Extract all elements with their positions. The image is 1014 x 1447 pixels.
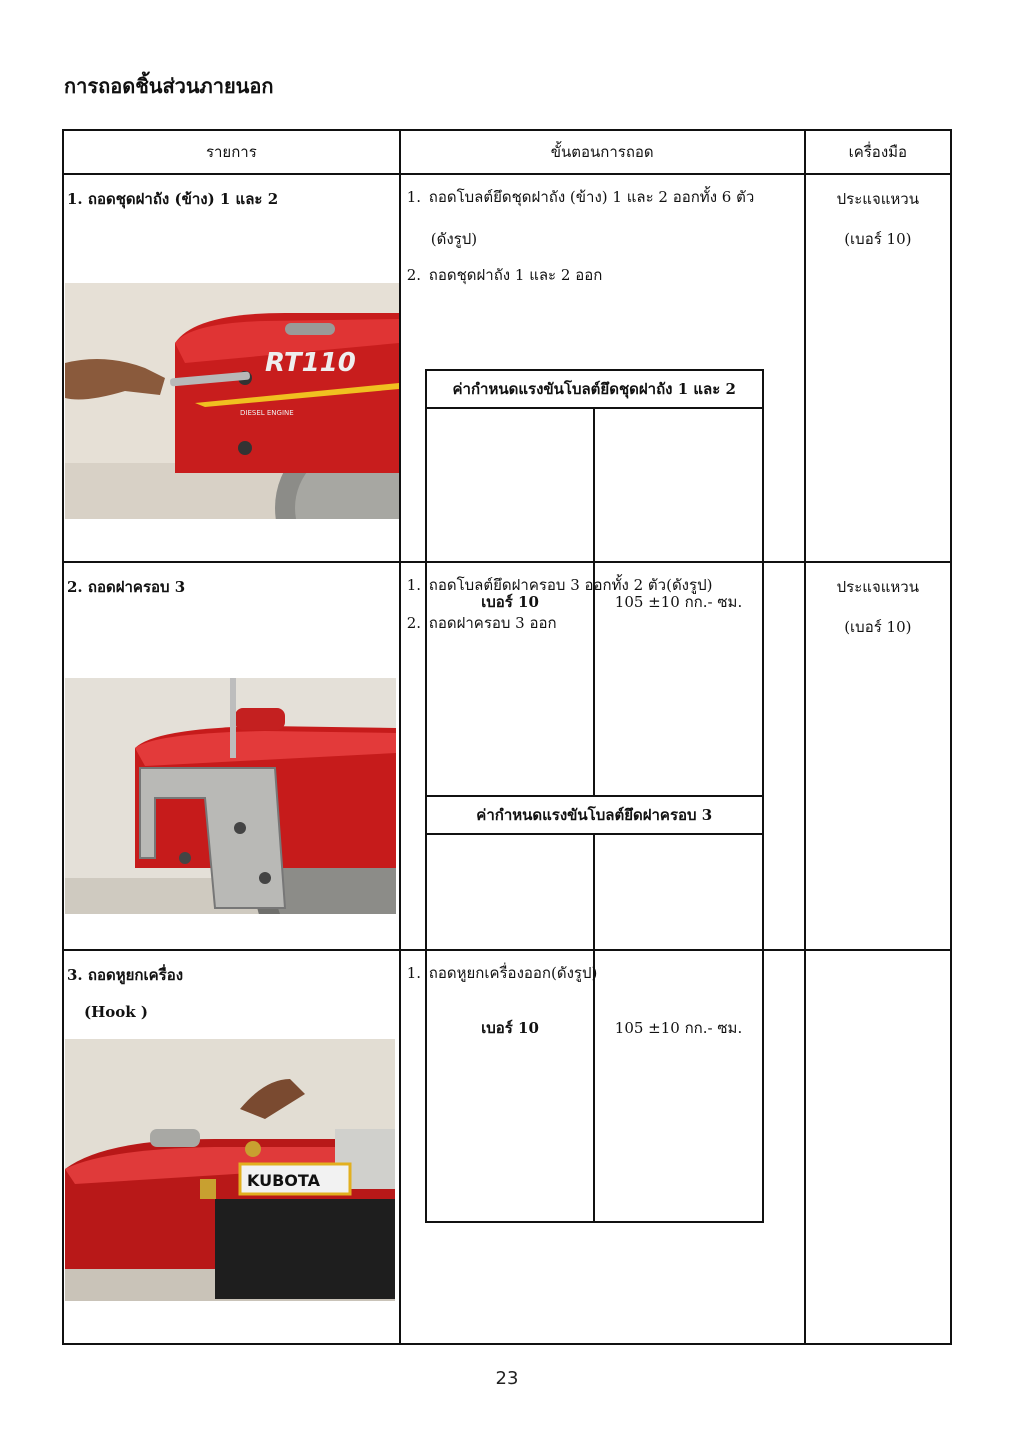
- item-cell: [63, 174, 400, 562]
- cover-photo: [65, 678, 396, 914]
- table-row: [63, 562, 951, 950]
- table-row: [63, 174, 951, 562]
- table-header-row: [63, 130, 951, 174]
- step-continuation: (ดังรูป): [430, 230, 478, 248]
- torque-size: เบอร์ 10: [426, 834, 595, 1222]
- procedure-cell: [400, 950, 805, 1344]
- kubota-label: KUBOTA: [247, 1171, 320, 1190]
- tool-name: ประแจแหวน: [836, 190, 919, 208]
- item-title: 1. ถอดชุดฝาถัง (ข้าง) 1 และ 2: [67, 190, 279, 208]
- item-cell: [63, 950, 400, 1344]
- rt110-logo: RT110: [265, 348, 356, 378]
- torque-size: เบอร์ 10: [426, 408, 595, 796]
- tool-name: ประแจแหวน: [836, 578, 919, 596]
- item-title: 3. ถอดหูยกเครื่อง: [67, 966, 184, 984]
- tool-size: (เบอร์ 10): [844, 618, 912, 636]
- item-title: 2. ถอดฝาครอบ 3: [67, 578, 186, 596]
- tool-cell: [805, 562, 951, 950]
- torque-header: ค่ากำหนดแรงขันโบลต์ยึดฝาครอบ 3: [426, 796, 763, 834]
- step-item: 1. ถอดโบลต์ยึดฝาครอบ 3 ออกทั้ง 2 ตัว(ดังรูป): [406, 576, 713, 594]
- page-number: 23: [495, 1368, 519, 1389]
- tool-cell: [805, 950, 951, 1344]
- item-cell: [63, 562, 400, 950]
- page-title: การถอดชิ้นส่วนภายนอก: [64, 74, 274, 98]
- step-item: 1. ถอดหูยกเครื่องออก(ดังรูป): [406, 964, 598, 982]
- torque-value: 105 ±10 กก.- ซม.: [594, 834, 763, 1222]
- disassembly-table: [62, 129, 952, 1345]
- tool-cell: [805, 174, 951, 562]
- engine-decal-text: DIESEL ENGINE: [240, 409, 294, 417]
- hook-photo: [65, 1039, 395, 1301]
- step-item: 2. ถอดฝาครอบ 3 ออก: [406, 614, 557, 632]
- column-header-item: รายการ: [63, 130, 400, 174]
- step-item: 1. ถอดโบลต์ยึดชุดฝาถัง (ข้าง) 1 และ 2 ออกทั้ง 6 ตัว: [406, 188, 755, 206]
- step-item: 2. ถอดชุดฝาถัง 1 และ 2 ออก: [406, 266, 603, 284]
- item-subtitle: (Hook ): [84, 1003, 148, 1021]
- tool-size: (เบอร์ 10): [844, 230, 912, 248]
- column-header-procedure: ขั้นตอนการถอด: [400, 130, 805, 174]
- torque-value: 105 ±10 กก.- ซม.: [594, 408, 763, 796]
- table-row: [63, 950, 951, 1344]
- tank-cover-photo: [65, 283, 399, 519]
- torque-header: ค่ากำหนดแรงขันโบลต์ยึดชุดฝาถัง 1 และ 2: [426, 370, 763, 408]
- column-header-tool: เครื่องมือ: [805, 130, 951, 174]
